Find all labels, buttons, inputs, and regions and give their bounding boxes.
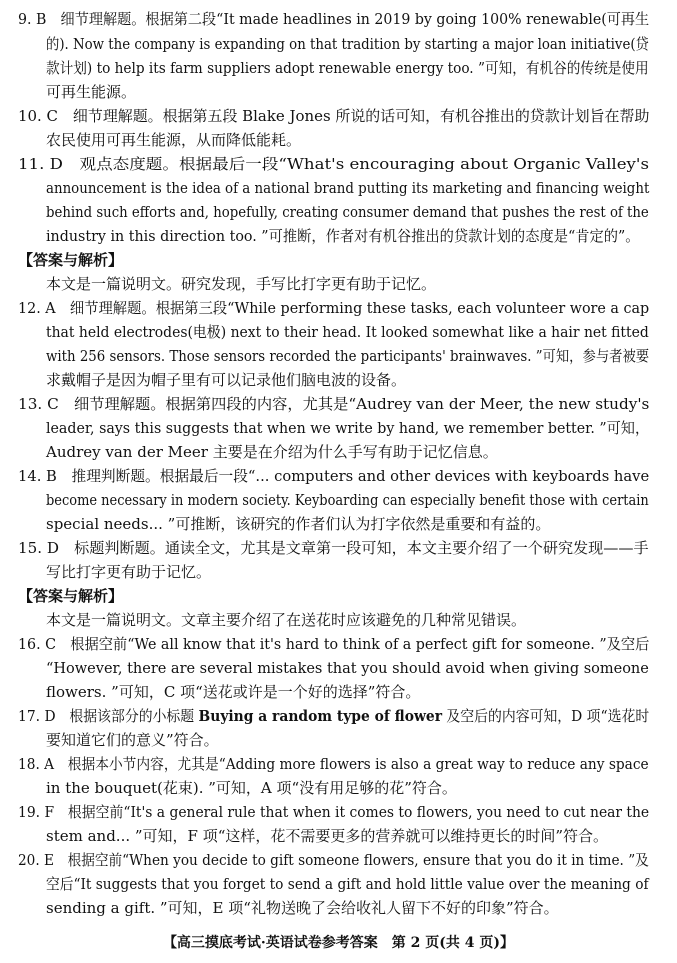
- text-line: [46, 779, 457, 797]
- line-text: leader, says this suggests that when we write by hand, we remember better. ”可知，: [46, 419, 650, 437]
- line-text: 空后“It suggests that you forget to send a gift and hold little value over the meaning of: [46, 875, 649, 893]
- text-line: [18, 539, 649, 557]
- text-line: [46, 611, 526, 629]
- text-line: [18, 155, 649, 173]
- text-line: [46, 227, 640, 245]
- line-text: behind such efforts and, hopefully, creating consumer demand that pushes the rest of the: [46, 203, 649, 221]
- text-line: [46, 443, 498, 461]
- line-text: 9. B 细节理解题。根据第二段“It made headlines in 2019 by going 100% renewable(可再生: [18, 10, 650, 28]
- line-text: 求戴帽子是因为帽子里有可以记录他们脑电波的设备。: [46, 371, 407, 389]
- line-text: 农民使用可再生能源，从而降低能耗。: [46, 131, 302, 149]
- line-text-tail: 及空后的内容可知，D 项“选花时: [442, 707, 650, 725]
- text-line: [46, 659, 649, 677]
- text-line: [46, 179, 649, 197]
- text-line: [46, 83, 136, 101]
- text-line: [18, 395, 649, 413]
- text-line: [46, 875, 649, 893]
- line-text: 款计划) to help its farm suppliers adopt renewable energy too. ”可知，有机谷的传统是使用: [46, 59, 649, 77]
- text-line: [46, 323, 649, 341]
- section-subtitle: Buying a random type of flower: [198, 707, 443, 725]
- text-line: [46, 59, 649, 77]
- line-text: 本文是一篇说明文。文章主要介绍了在送花时应该避免的几种常见错误。: [46, 611, 527, 629]
- line-text: 10. C 细节理解题。根据第五段 Blake Jones 所说的话可知，有机谷推出的贷款计划旨在帮助: [18, 107, 650, 125]
- line-text: 15. D 标题判断题。通读全文，尤其是文章第一段可知，本文主要介绍了一个研究发现——手: [18, 539, 649, 557]
- text-line: [46, 419, 649, 437]
- text-line: [18, 755, 649, 773]
- line-text: Audrey van der Meer 主要是在介绍为什么手写有助于记忆信息。: [46, 443, 498, 461]
- line-text: 18. A 根据本小节内容，尤其是“Adding more flowers is also a great way to reduce any space: [18, 755, 649, 773]
- text-line: [46, 827, 608, 845]
- page-footer: 【高三摸底考试·英语试卷参考答案 第 2 页(共 4 页)】: [162, 935, 515, 951]
- line-text: 【答案与解析】: [18, 251, 124, 269]
- text-line: [46, 131, 301, 149]
- line-text: 19. F 根据空前“It's a general rule that when it comes to flowers, you need to cut near the: [18, 803, 650, 821]
- line-text: 的). Now the company is expanding on that tradition by starting a major loan initiative(贷: [46, 35, 649, 53]
- line-text: announcement is the idea of a national brand putting its marketing and financing weight: [46, 179, 650, 197]
- line-text: 本文是一篇说明文。研究发现，手写比打字更有助于记忆。: [46, 275, 437, 293]
- line-text: 13. C 细节理解题。根据第四段的内容，尤其是“Audrey van der Meer, the new study's: [18, 395, 650, 413]
- text-line: [46, 35, 649, 53]
- line-text: 11. D 观点态度题。根据最后一段“What's encouraging about Organic Valley's: [18, 155, 649, 173]
- text-line: [18, 707, 649, 725]
- line-text: that held electrodes(电极) next to their head. It looked somewhat like a hair net fitted: [46, 323, 649, 341]
- line-text: 写比打字更有助于记忆。: [46, 563, 212, 581]
- text-line: [46, 371, 406, 389]
- line-text: 20. E 根据空前“When you decide to gift someone flowers, ensure that you do it in time. ”及: [18, 851, 649, 869]
- text-line: [46, 515, 550, 533]
- text-line: [18, 635, 649, 653]
- line-text: 【答案与解析】: [18, 587, 124, 605]
- line-text: stem and... ”可知，F 项“这样，花不需要更多的营养就可以维持更长的时间”符合。: [46, 827, 609, 845]
- text-line: [18, 851, 649, 869]
- text-line: [46, 683, 420, 701]
- line-text: flowers. ”可知，C 项“送花或许是一个好的选择”符合。: [46, 683, 421, 701]
- text-line: [46, 899, 559, 917]
- text-line: [46, 563, 211, 581]
- line-text: in the bouquet(花束). ”可知，A 项“没有用足够的花”符合。: [46, 779, 457, 797]
- line-text: 12. A 细节理解题。根据第三段“While performing these tasks, each volunteer wore a cap: [18, 299, 650, 317]
- line-text: 要知道它们的意义”符合。: [46, 731, 219, 749]
- line-text: sending a gift. ”可知，E 项“礼物送晚了会给收礼人留下不好的印象”符合。: [46, 899, 559, 917]
- line-text: “However, there are several mistakes that you should avoid when giving someone: [46, 659, 649, 677]
- text-line: [46, 347, 649, 365]
- line-text: 14. B 推理判断题。根据最后一段“... computers and other devices with keyboards have: [18, 467, 650, 485]
- line-text: become necessary in modern society. Keyboarding can especially benefit those with certain: [46, 491, 649, 509]
- text-line: [46, 275, 436, 293]
- text-line: [18, 251, 123, 269]
- line-text: industry in this direction too. ”可推断，作者对有机谷推出的贷款计划的态度是“肯定的”。: [46, 227, 640, 245]
- line-text: special needs... ”可推断，该研究的作者们认为打字依然是重要和有益的。: [46, 515, 551, 533]
- text-line: [18, 10, 649, 28]
- line-text: 16. C 根据空前“We all know that it's hard to think of a perfect gift for someone. ”及空后: [18, 635, 650, 653]
- line-text: 17. D 根据该部分的小标题: [18, 707, 199, 725]
- text-line: [46, 491, 649, 509]
- line-text: with 256 sensors. Those sensors recorded the participants' brainwaves. ”可知，参与者被要: [46, 347, 650, 365]
- text-line: [18, 467, 649, 485]
- text-line: [46, 731, 219, 749]
- line-text: 可再生能源。: [46, 83, 137, 101]
- text-line: [18, 299, 649, 317]
- text-line: [18, 587, 123, 605]
- text-line: [46, 203, 649, 221]
- text-line: [18, 107, 649, 125]
- text-line: [18, 803, 649, 821]
